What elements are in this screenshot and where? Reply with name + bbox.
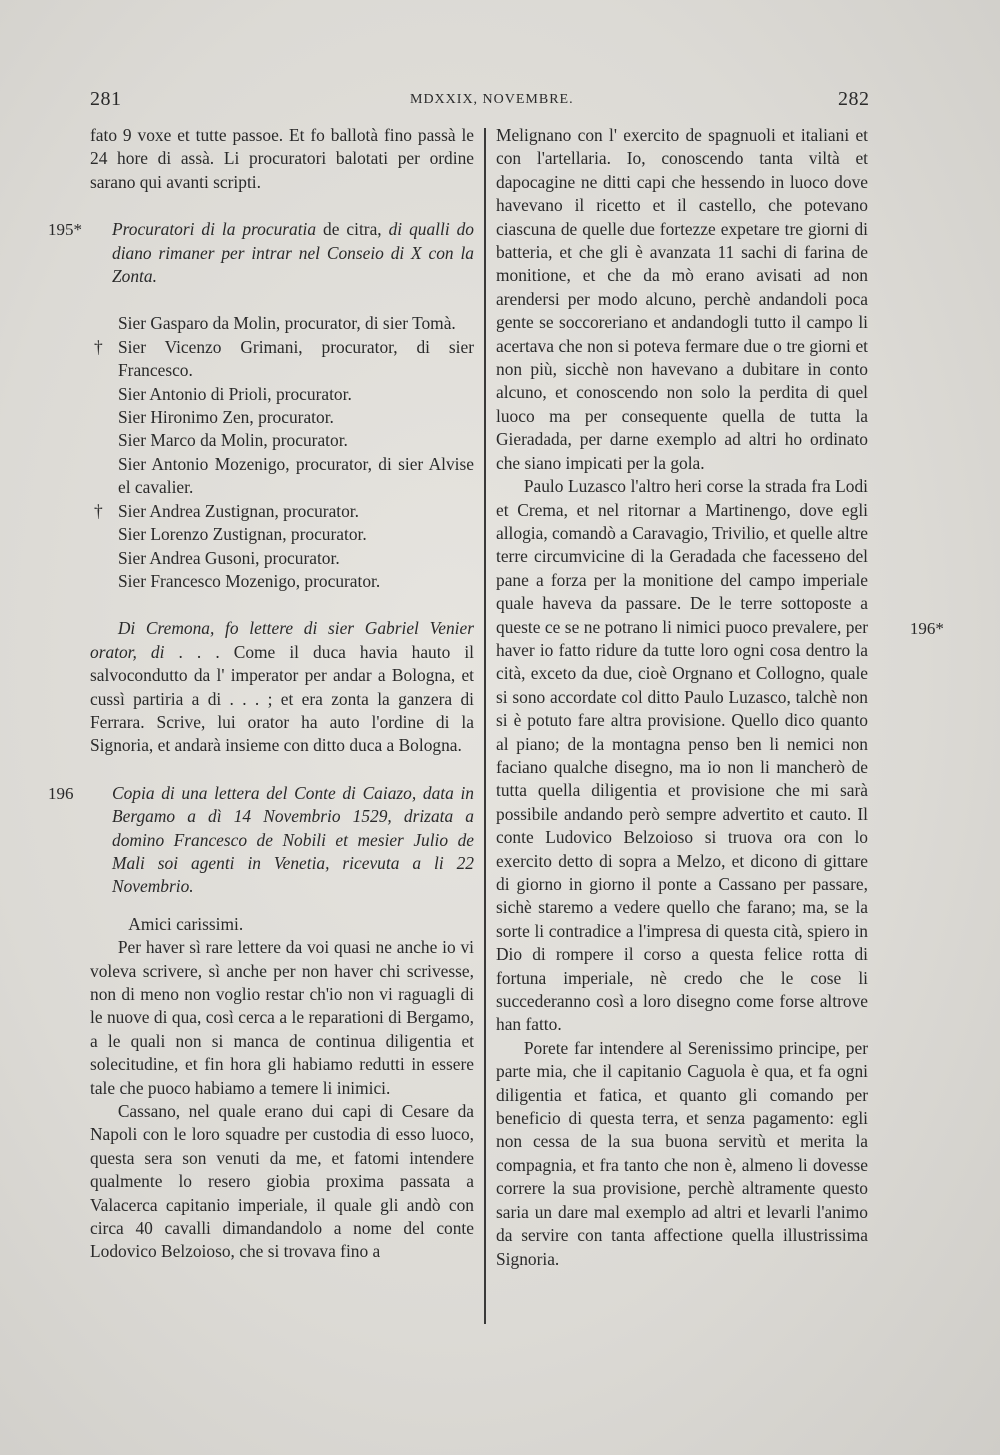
running-title: MDXXIX, NOVEMBRE.: [410, 92, 574, 107]
paragraph: Cassano, nel quale erano dui capi di Cesare da Napoli con le loro squadre per custodia di esso luoco, questa sera son venuti da me, et fatomi intendere qualmente lo resero giobia proxima passata a Valacerca capitanio imperiale, il quale gli andò con circa 40 cavalli dimandandolo a nome del conte Lodovico Belzoioso, che si trovava fino a: [90, 1101, 474, 1262]
right-column: [496, 124, 944, 1271]
section-195: [48, 218, 474, 288]
page-number-left: 281: [90, 88, 122, 110]
margin-number: 195*: [48, 220, 82, 240]
list-item: Sier Antonio di Prioli, procurator.: [118, 383, 352, 404]
paragraph: fato 9 voxe et tutte passoe. Et fo ballotà fino passà le 24 hore di assà. Li procuratori balotati per ordine sarano qui avanti scripti.: [90, 125, 474, 192]
list-item: † Sier Andrea Zustignan, procurator.: [118, 500, 474, 523]
section-196: [48, 782, 474, 899]
list-item: Sier Francesco Mozenigo, procurator.: [118, 570, 381, 591]
list-item: Sier Marco da Molin, procurator.: [118, 430, 348, 451]
paragraph: Melignano con l' exercito de spagnuoli et italiani et con l'artellaria. Io, conoscendo tanta viltà et dapocagine ne ditti capi che hessendo in luoco dove havevano il ricetto et il castello, che potevano ciascuna de quelle due fortezze expetare tre giorni di batteria, et che gli è avanzata 11 sachi di farina de monitione, et che da mò erano avisati ad non arendersi per modo alcuno, perchè andandoli poca gente se soccoreriano et andandogli tutto il campo li acertava che non si poteva fermare due o tre giorni et non più, sicchè non havevano a dubitare in conto alcuno, et conoscendo non solo la perdita di quel luoco ma per consequente quella de tutta la Gieradada, per darne exemplo ad altri ho ordinato che siano impicati per la gola.: [496, 125, 868, 473]
left-column: [48, 124, 475, 1264]
margin-number: 196*: [909, 618, 944, 638]
paragraph: Porete far intendere al Serenissimo principe, per parte mia, che il capitanio Caguola è qua, et fa ogni diligentia et fatica, et quanto gli comando per beneficio di questa terra, et senza pagamento: egli non cessa de la sua buona servitù et merita la compagnia, et fra tanto che non è, almeno li dovesse correre la sua provisione, perchè altramente questo saria un dare mal exemplo ad altri et levarli l'animo da servire con tanta affectione quella illustrissima Signoria.: [496, 1037, 868, 1269]
list-item: Sier Andrea Gusoni, procurator.: [118, 547, 340, 568]
list-item: Sier Gasparo da Molin, procurator, di sier Tomà.: [118, 313, 456, 334]
dagger-mark: †: [94, 336, 103, 357]
column-divider: [484, 128, 486, 1324]
salutation: Amici carissimi.: [128, 913, 244, 934]
dagger-mark: †: [94, 500, 103, 521]
page-number-right: 282: [838, 88, 870, 110]
cremona-paragraph: Di Cremona, fo lettere di sier Gabriel Venier orator, di . . . Come il duca havia hauto il salvocondutto da l' imperator per andar a Bologna, et cussì partiria a di . . . ; et era zonta la ganzera di Ferrara. Scrive, lui orator ha auto l'ordine di la Signoria, et andarà insieme con ditto duca a Bologna.: [90, 618, 475, 756]
margin-number: 196: [48, 783, 74, 803]
paragraph: Per haver sì rare lettere da voi quasi ne anche io vi voleva scrivere, sì anche per non haver chi scrivesse, non di meno non voglio restar ch'io non vi raguagli di le nuove di qua, così cerca a le reparationi di Bergamo, a le quali non si manca de continua diligentia et solecitudine, et fin hora gli habiamo redutti in essere tale che puoco habiamo a temere li inimici.: [90, 937, 474, 1098]
paragraph-with-margin: Paulo Luzasco l'altro heri corse la strada fra Lodi et Crema, et nel ritornar a Martinengo, dove egli allogia, comandò a Caravagio, Trivilio, et quelle altre terre circumvicine di la Geradada che facessено del pane a forza per la monitione del campo imperiale quale haveva da passare. De le terre sottoposte a queste ce se ne potrano li nimici puoco 196* prevalere, per haver io fatto ridure da tutte loro ogni cosa dentro la cità, exceto da due, cioè Orgnano et Collogno, quale si sono accordate col ditto Paulo Luzasco, talchè non si è potuto fare altra provisione. Quello dico quanto al piano; de la montagna penso ben li nemici non faciano qualche disegno, ma io non li mancherò de tutta quella diligentia et provisione che mi sarà possibile andando però sempre advertito et cauto. Il conte Ludovico Belzoioso si truova ora con lo exercito detto di sopra a Melzo, et dicono di gittare di giorno in giorno il ponte a Cassano per passare, sichè staremo a vedere quello che farano; ma, se la sorte li contradice a l'impresa di questa cità, spiero in Dio di rompere il corso a questa felice rotta di fortuna imperiale, nè credo che le cose li succederanno così a loro disegno come forse altrove han fatto.: [496, 476, 944, 1035]
letter-heading: Copia di una lettera del Conte di Caiazo, data in Bergamo a dì 14 Novembrio 1529, drizata a domino Francesco de Nobili et mesier Julio de Mali soi agenti in Venetia, ricevuta a li 22 Novembrio.: [112, 782, 474, 897]
list-item: Sier Antonio Mozenigo, procurator, di sier Alvise el cavalier.: [118, 453, 474, 498]
list-item: † Sier Vicenzo Grimani, procurator, di sier Francesco.: [94, 336, 474, 381]
list-item: Sier Hironimo Zen, procurator.: [118, 407, 334, 428]
section-title: Procuratori di la procuratia de citra, di qualli do diano rimaner per intrar nel Conseio di X con la Zonta.: [112, 219, 474, 287]
procurator-list: [94, 312, 474, 593]
list-item: Sier Lorenzo Zustignan, procurator.: [118, 524, 367, 545]
